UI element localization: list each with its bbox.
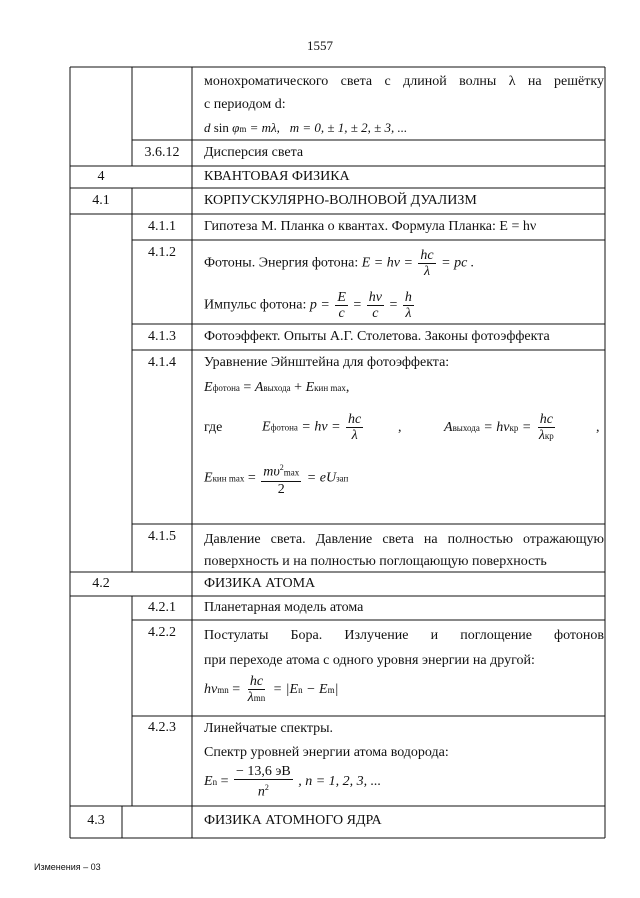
subscript: кр	[509, 423, 519, 434]
grating-formula	[204, 120, 407, 137]
symbol: E	[204, 380, 213, 395]
subscript: max	[283, 467, 300, 478]
title-dispersion: Дисперсия света	[204, 145, 304, 160]
code-4-1-2: 4.1.2	[148, 245, 176, 260]
code-4: 4	[97, 169, 105, 184]
code-3-6-12: 3.6.12	[144, 145, 180, 160]
kinetic-energy-formula	[204, 460, 348, 497]
denominator	[537, 428, 556, 444]
formula-part: =	[353, 297, 362, 313]
row11-line2: при переходе атома с одного уровня энергии на другой:	[204, 653, 535, 668]
symbol: =	[247, 470, 256, 486]
row0-line1	[204, 74, 604, 90]
symbol: = hν	[483, 420, 510, 436]
symbol: =	[243, 380, 252, 395]
row11-line1	[204, 628, 604, 644]
fraction	[403, 290, 414, 321]
subscript: выхода	[263, 383, 291, 393]
title-line-spectra: Линейчатые спектры.	[204, 721, 334, 736]
word: полностью	[447, 532, 513, 547]
numerator: E	[337, 290, 346, 305]
section-wave-particle: КОРПУСКУЛЯРНО-ВОЛНОВОЙ ДУАЛИЗМ	[204, 193, 477, 208]
denominator: λ	[423, 264, 431, 279]
row8-line2: поверхность и на полностью поглощающую поверхность	[204, 554, 547, 569]
label: Импульс фотона:	[204, 297, 307, 313]
numerator: h	[404, 290, 412, 305]
symbol: mυ	[263, 464, 280, 480]
fraction	[234, 764, 293, 800]
formula-part: = pc .	[441, 255, 475, 271]
superscript: 2	[279, 463, 284, 472]
page-number: 1557	[307, 38, 333, 53]
denominator: c	[338, 306, 345, 321]
symbol: E	[204, 470, 213, 486]
numerator: hc	[249, 674, 264, 689]
code-4-2: 4.2	[92, 576, 110, 591]
code-4-1: 4.1	[92, 193, 110, 208]
hydrogen-levels-label: Спектр уровней энергии атома водорода:	[204, 745, 449, 760]
symbol: E	[204, 774, 213, 790]
section-atomic-physics: ФИЗИКА АТОМА	[204, 576, 316, 591]
symbol: = hν =	[301, 419, 341, 435]
code-4-2-3: 4.2.3	[148, 720, 176, 735]
fraction	[335, 290, 348, 321]
symbol: = |E	[272, 682, 299, 698]
subscript: n	[212, 777, 218, 788]
word: монохроматического	[204, 74, 329, 89]
code-4-2-2: 4.2.2	[148, 625, 176, 640]
word: поглощение	[460, 628, 532, 643]
denominator: 2	[277, 481, 285, 497]
symbol: E	[262, 419, 271, 435]
word: света	[340, 74, 373, 89]
denominator: c	[372, 306, 379, 321]
denominator: λ	[351, 428, 358, 443]
fraction	[537, 412, 556, 444]
word: Излучение	[344, 628, 409, 643]
symbol: sin	[213, 120, 229, 135]
word: света.	[270, 532, 306, 547]
subscript: m	[327, 685, 335, 696]
symbol: − E	[302, 682, 328, 698]
subscript: mn	[217, 685, 229, 696]
section-quantum-physics: КВАНТОВАЯ ФИЗИКА	[204, 169, 350, 184]
row0-line2: с периодом d:	[204, 97, 286, 112]
symbol: λ	[247, 690, 254, 705]
word: решётку	[554, 74, 604, 89]
symbol: =	[220, 774, 229, 790]
einstein-equation	[204, 380, 349, 396]
word: с	[384, 74, 391, 89]
symbol: A	[444, 420, 453, 436]
word: λ	[508, 74, 516, 89]
word: Давление	[315, 532, 373, 547]
symbol: A	[254, 380, 264, 395]
word: волны	[459, 74, 497, 89]
subscript: зап	[336, 473, 349, 484]
subscript: m	[239, 124, 247, 134]
photon-momentum	[204, 290, 416, 321]
comma: ,	[596, 420, 600, 435]
symbol: = mλ,	[249, 120, 280, 135]
word: Постулаты	[204, 628, 269, 643]
fraction	[261, 460, 301, 497]
footer-revision: Изменения – 03	[34, 862, 101, 872]
work-function-def	[444, 412, 558, 444]
title-photoeffect: Фотоэффект. Опыты А.Г. Столетова. Законы фотоэффекта	[204, 329, 550, 344]
formula-part: =	[389, 297, 398, 313]
word: Давление	[204, 532, 261, 547]
denominator	[256, 780, 271, 800]
where-label: где	[204, 420, 223, 435]
symbol: m = 0, ± 1, ± 2, ± 3, ...	[289, 120, 408, 135]
denominator	[246, 690, 268, 706]
word: отражающую	[523, 532, 604, 547]
symbol: φ	[232, 120, 240, 135]
formula-part: p =	[309, 297, 330, 313]
bohr-formula	[204, 674, 338, 706]
numerator	[261, 460, 301, 482]
fraction	[246, 674, 268, 706]
code-4-1-5: 4.1.5	[148, 529, 176, 544]
word: света	[382, 532, 414, 547]
subscript: mn	[253, 693, 266, 703]
symbol: ,	[345, 380, 350, 395]
word: на	[527, 74, 542, 89]
hydrogen-formula	[204, 764, 381, 800]
code-4-3: 4.3	[87, 813, 105, 828]
symbol: E	[305, 380, 315, 395]
title-planetary-model: Планетарная модель атома	[204, 600, 364, 615]
word: длиной	[403, 74, 447, 89]
subscript: фотона	[270, 422, 298, 433]
symbol: , n = 1, 2, 3, ...	[298, 774, 382, 790]
subscript: фотона	[212, 383, 240, 393]
subscript: кин max	[314, 383, 346, 393]
fraction	[418, 248, 435, 279]
formula-part: E = hν =	[361, 255, 413, 271]
symbol: +	[294, 380, 303, 395]
subscript: кр	[544, 431, 554, 441]
word: фотонов	[554, 628, 604, 643]
subscript: кин max	[212, 473, 245, 484]
symbol: = eU	[306, 470, 337, 486]
code-4-1-1: 4.1.1	[148, 219, 176, 234]
symbol: |	[334, 682, 339, 698]
code-4-1-4: 4.1.4	[148, 355, 176, 370]
word: и	[430, 628, 439, 643]
symbol: d	[204, 120, 211, 135]
fraction	[346, 412, 363, 443]
photon-energy-def	[262, 412, 365, 443]
row8-line1	[204, 532, 604, 548]
symbol: n	[257, 784, 265, 800]
comma: ,	[398, 420, 402, 435]
label: Фотоны. Энергия фотона:	[204, 255, 359, 271]
symbol: hν	[204, 682, 218, 698]
numerator: hc	[539, 412, 553, 427]
numerator: hc	[348, 412, 362, 427]
superscript: 2	[264, 783, 269, 792]
numerator: − 13,6 эВ	[235, 764, 291, 779]
word: на	[423, 532, 438, 547]
subscript: n	[298, 685, 303, 696]
code-4-1-3: 4.1.3	[148, 329, 176, 344]
photon-energy	[204, 248, 474, 279]
title-einstein: Уравнение Эйнштейна для фотоэффекта:	[204, 355, 450, 370]
subscript: выхода	[452, 423, 480, 434]
numerator: hc	[420, 248, 434, 263]
word: Бора.	[290, 628, 323, 643]
denominator: λ	[405, 306, 412, 321]
symbol: =	[232, 682, 241, 698]
symbol: λ	[538, 428, 545, 443]
fraction	[367, 290, 384, 321]
symbol: =	[521, 420, 532, 436]
numerator: hν	[368, 290, 382, 305]
code-4-2-1: 4.2.1	[148, 600, 176, 615]
section-nuclear-physics: ФИЗИКА АТОМНОГО ЯДРА	[204, 813, 382, 828]
title-planck: Гипотеза М. Планка о квантах. Формула Планка: E = hν	[204, 219, 537, 234]
